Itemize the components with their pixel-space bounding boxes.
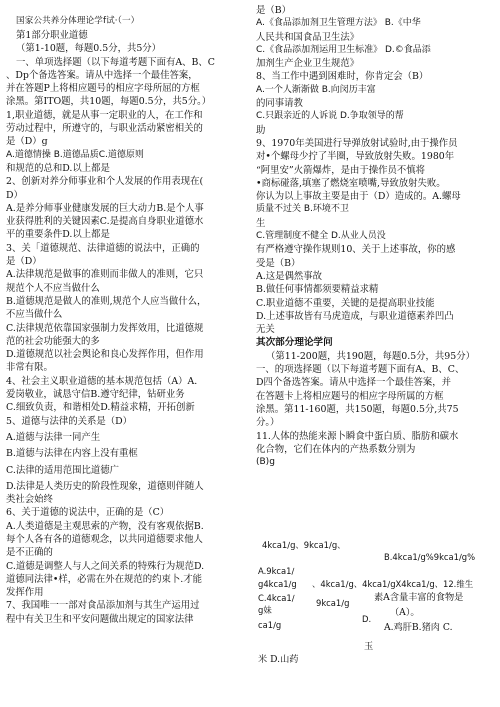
question-text: 7、我国唯一一部对食品添加剂与其生产运用过 [6,600,200,612]
answer-option: A.法律规范是做事的准则而非做人的准则，它只 [6,269,204,281]
scrambled-fragment: B.4kca1∕g%9kca1∕g% [384,552,476,562]
page-header: 国家公共养分体理论学f试·（一） [16,16,140,26]
section-note: （第11-200题，共190题，每题0.5分，共95分） [266,350,475,362]
answer-option: A.《食品添加剂卫生管理方法》 B.《中华 [256,18,421,29]
question-text: 劳动过程中，所遵守的，与职业活动紧密相关的 [6,123,203,135]
answer-option: 类社会始终 [6,494,53,506]
answer-option: A.一个人渐渐做 B.向闵历丰富 [256,84,376,95]
instructions: 在答题卡上将相应题号的相应字母所属的方框 [256,390,444,402]
answer-option: 无关 [256,324,275,336]
scrambled-fragment: A.鸡肝B.猪肉 C. [384,622,453,633]
question-text: 是（D）g [6,136,48,148]
question-text: 化合物，它们在体内的产热系数分别为 [256,443,416,455]
question-text: 9、1970年美国进行导弹放射试验时,由于操作员 [256,137,458,149]
question-text: 8、当工作中遇到困难时，你肯定会（B） [256,71,429,83]
answer-option: 非常有限。 [6,362,53,374]
scrambled-fragment: 素A含量丰富的食物是 [374,592,464,603]
answer-option: B.道德与法律在内容上没有重框 [6,448,138,460]
scrambled-fragment: 、4kca1∕g、4kca1∕gX4kca1∕g、12.维生 [312,579,474,589]
answer-option: 业获得胜利的关键因素C.是提高自身职业道德水 [6,216,204,228]
answer-option: A.是养分师事业健康发展的巨大动力B.是个人事 [6,202,204,214]
question-text: 11.人体的热能来源卜瞬食中蛋白质、脂肪和碳水 [256,430,459,442]
answer-option: 发挥作用 [6,587,44,599]
answer-option: C.法律的适用范围比道德广 [6,464,119,476]
instructions: 并在答题P上将相应题号的相应字母所屈的方框 [6,83,200,95]
answer-option: 加剂生产企业卫生规范》 [256,58,360,70]
answer-option: 和规范的总和D.以上都是 [6,162,110,174]
question-text: 6、关于道德的说法中，正确的是（C） [6,507,170,519]
answer-option: 生 [256,217,266,229]
question-text: D） [6,189,23,201]
answer-option: C.职业道德不重要，关键的是提高职业技能 [256,297,435,309]
scrambled-fragment: g4kca1∕g [258,579,297,589]
question-text: •商标碰落,填塞了燃烧室喷嘴,导致放射失败。 [256,177,446,189]
answer-option: 规范个人不应当做什么 [6,282,100,294]
instructions: 一、单项选择题（以下每道考题下面有A、B、C [16,56,215,68]
answer-option: 范的社会功能强大的多 [6,335,100,347]
answer-option: 质量不过关 B.环境不卫 [256,204,349,215]
answer-option: C.管理制度不健全 D.从业人员没 [256,231,386,242]
scrambled-fragment: C.4kca1∕ [258,593,295,603]
scrambled-fragment: g妹 [258,605,272,615]
answer-option: 爱岗敬业，诚恳守信B.遵守纪律，钻研业务 [6,389,185,401]
answer-option: B.道德规范是做人的准则,规范个人应当做什么， [6,295,207,307]
question-text: 4、社会主义职业道德的基本规范包括（A）A. [6,375,198,387]
question-text: 程中有关卫生和平安问题做出规定的国家法律 [6,613,194,625]
question-text: 是（B） [256,5,292,16]
question-text: (B)g [256,457,275,468]
question-text: 你认为以上事故主要是由于（D）造成的。A.螺母 [256,191,461,203]
answer-option: D.上述事故皆有马虎造成，与职业道德素养凹凸 [256,310,454,322]
section-note: （第1-10题，每题0.5分，共5分） [16,43,162,55]
question-text: 是（D） [6,256,42,268]
question-text: 对•个螺母少拧了半圈，导致放射失败。1980年 [256,151,455,163]
answer-option: C.《食品添加剂运用卫生标准》 D.©食品添 [256,44,431,55]
answer-option: C.细致负责，和谐相处D.精益求精，开拓创新 [6,402,195,414]
instructions: 涂黑。第11-160题，共150题，每题0.5分,共75 [256,403,459,415]
answer-option: 不应当做什么 [6,309,63,321]
question-text: 受是（B） [256,257,301,269]
instructions: D四个备选答案。请从中选择一个最佳答案，并 [256,377,452,389]
answer-option: D.道德规范以社会舆论和良心发挥作用，但作用 [6,349,204,361]
answer-option: A.人类道德是主观思索的产物，没有客观依据B. [6,520,204,532]
section-title: 其次部分理论学问 [256,337,333,349]
question-text: 1,职业道德，就是从事一定职业的人，在工作和 [6,109,203,121]
instructions: 一、的项选择题（以下每道考题下面有A、B、C、 [256,364,465,376]
question-text: 3、关「道德规范、法律道德的说法中，正确的 [6,242,200,254]
question-text: 2、创新对养分师事业和个人发展的作用表现在( [6,176,204,188]
answer-option: C.法律规范依靠国家强制力发挥效用，比道德规 [6,322,204,334]
answer-option: 道德同法律•样，必需在外在规范的约束卜.才能 [6,573,203,585]
answer-option: 人民共和国食品卫生法》 [256,31,360,43]
scrambled-fragment: 9kca1∕g [316,598,350,608]
scrambled-fragment: D. [362,614,372,624]
answer-option: A.道德与法律一同产生 [6,431,101,443]
scrambled-fragment: 米 D.山药 [258,654,299,665]
left-column [6,4,242,626]
scrambled-fragment: A.9kca1∕ [258,566,295,576]
answer-option: 是不正确的 [6,547,53,559]
scrambled-fragment: ca1∕g [258,620,282,630]
instructions: 涂黑。第ITO题，共10题，每题0.5分，共5分。） [6,96,212,108]
answer-option: A.道德情操 B.道德品质C.道德原则 [6,149,144,160]
question-text: 有严格遵守操作规则10、关于上述事故，你的感 [256,244,456,256]
right-column [256,4,494,469]
instructions: 、Dp个备选答案。请从中选择一个最佳答案， [6,69,198,81]
question-text: “阿里安”火箭爆炸，是由于操作员不慎将 [256,164,425,176]
section-title: 第1部分职业道德 [16,30,88,41]
scrambled-fragment: 4kca1∕g、9kca1∕g、 [262,540,346,550]
answer-option: 的同事请教 [256,98,303,110]
scrambled-fragment: 玉 [364,641,374,652]
answer-option: 助 [256,124,266,136]
question-text: 5、道德与法律的关系是（D） [6,415,132,427]
answer-option: A.这是偶然事故 [256,270,323,282]
scrambled-fragment: （A）。 [390,607,420,618]
answer-option: C.道德是调整人与人之间关系的特殊行为规范D. [6,560,205,572]
answer-option: 每个人各有各的道德观念，以共同道德要求他人 [6,533,203,545]
answer-option: 平的重要条件D.以上都是 [6,229,110,241]
instructions: 分。） [256,417,280,429]
answer-option: B.做任何事情都须要精益求精 [256,284,379,296]
answer-option: D.法律是人类历史的阶段性现象，道德则伴随人 [6,480,204,492]
answer-option: C.只跟亲近的人诉说 D.争取领导的帮 [256,111,404,122]
